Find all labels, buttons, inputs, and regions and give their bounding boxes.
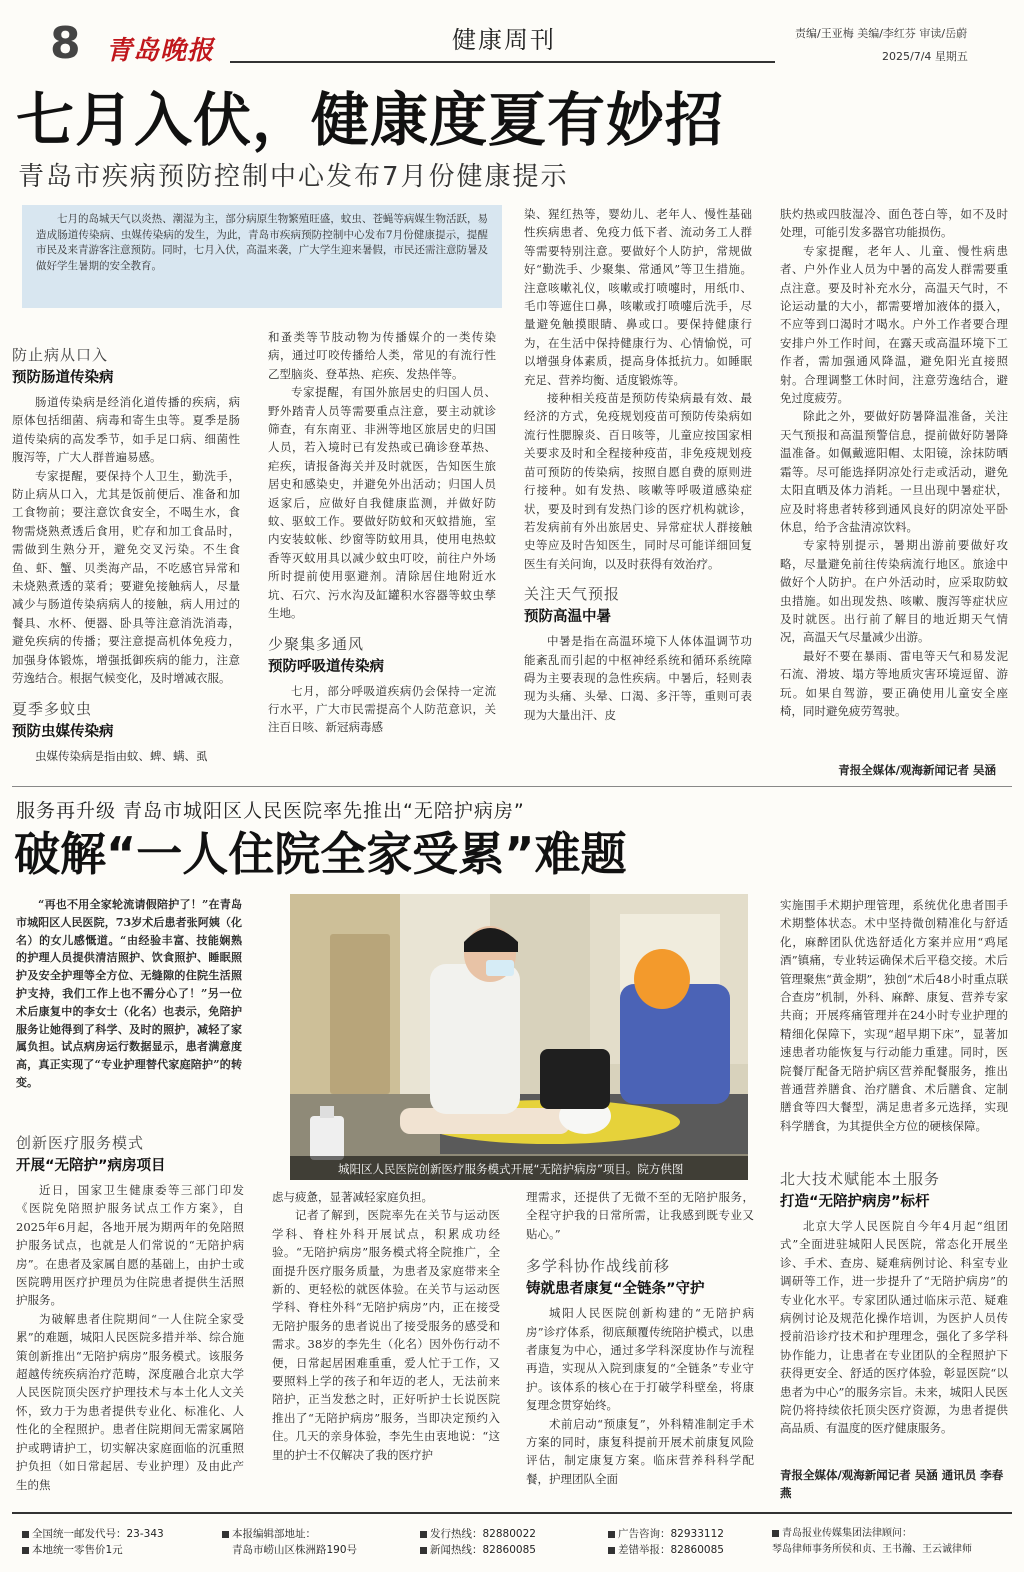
- section-heading: 多学科协作战线前移: [526, 1257, 671, 1276]
- section-heading: 北大技术赋能本土服务: [780, 1170, 941, 1188]
- footer-text: 青岛报业传媒集团法律顾问：: [782, 1528, 912, 1539]
- header-rule: [230, 61, 775, 63]
- paragraph: 为破解患者住院期间“一人住院全家受累”的难题，城阳人民医院多措并举、综合施策创新推出“无陪护病房”服务模式。该服务超越传统疾病治疗范畴，深度融合北京大学人民医院顶尖医疗护理技术与本土化人文关怀，致力于为患者提供专业化、标准化、人性化的全程照护。患者住院期间无需家属陪护或聘请护工，切实解决家庭面临的沉重照护负担（如日常起居、专业护理）及由此产生的焦: [16, 1311, 244, 1492]
- section-subheading: 预防肠道传染病: [12, 370, 114, 386]
- paragraph: 接种相关疫苗是预防传染病最有效、最经济的方式，免疫规划疫苗可预防传染病如流行性腮腺炎、百日咳等，儿童应按国家相关要求及时和全程接种疫苗，非免疫规划疫苗可预防的传染病，按照自愿自费的原则进行接种。如有发热、咳嗽等呼吸道感染症状，要及时到有发热门诊的医疗机构就诊，若发病前有外出旅居史、异常症状人群接触史等应及时告知医生，同时尽可能详细回复医生有关问询，以及时获得有效治疗。: [524, 391, 752, 571]
- footer-text: 新闻热线：82860085: [430, 1544, 536, 1556]
- paragraph: 专家特别提示，暑期出游前要做好攻略，尽量避免前往传染病流行地区。旅途中做好个人防护。在户外活动时，应采取防蚊虫措施。如出现发热、咳嗽、腹泻等症状应及时就医。出行前了解目的地近期天气情况，高温天气尽量减少出游。: [780, 538, 1008, 645]
- paragraph: 北京大学人民医院自今年4月起“组团式”全面进驻城阳人民医院，常态化开展坐诊、手术、查房、疑难病例讨论、科室专业调研等工作，进一步提升了“无陪护病房”的专业化水平。专家团队通过临床示范、疑难病例讨论及规范化操作培训，为医护人员传授前沿诊疗技术和护理理念，强化了多学科协作能力，让患者在专业团队的全程照护下获得更安全、舒适的医疗体验，彰显医院“以患者为中心”的服务宗旨。未来，城阳人民医院仍将持续依托顶尖医疗资源，为患者提供高品质、有温度的医疗健康服务。: [780, 1219, 1008, 1436]
- section-title: 健康周刊: [452, 26, 556, 54]
- paragraph: 七月，部分呼吸道疾病仍会保持一定流行水平，广大市民需提高个人防范意识，关注百日咳、新冠病毒感: [268, 683, 496, 735]
- lead-box: [22, 205, 502, 308]
- paragraph: 染、猩红热等，婴幼儿、老年人、慢性基础性疾病患者、免疫力低下者、流动务工人群等需要特别注意。要做好个人防护，常规做好“勤洗手、少聚集、常通风”等卫生措施。注意咳嗽礼仪，咳嗽或打喷嚏时，用纸巾、毛巾等遮住口鼻，咳嗽或打喷嚏后洗手，尽量避免触摸眼睛、鼻或口。要保持健康行为，在生活中保持健康行为、心情愉悦，可以增强身体素质，提高身体抵抗力。如睡眠充足、营养均衡、适度锻炼等。: [524, 207, 752, 387]
- footer-text: 差错举报：82860085: [618, 1544, 724, 1556]
- footer-legal: [772, 1526, 972, 1558]
- paragraph: 术前启动“预康复”，外科精准制定手术方案的同时，康复科提前开展术前康复风险评估，制定康复方案。临床营养科科学配餐，护理团队全面: [526, 1416, 754, 1486]
- article-divider: [12, 786, 1012, 787]
- paragraph: 城阳人民医院创新构建的“无陪护病房”诊疗体系，彻底颠覆传统陪护模式，以患者康复为中心，通过多学科深度协作与流程再造，实现从入院到康复的“全链条”专业守护。该体系的核心在于打破学科壁垒，将康复理念贯穿始终。: [526, 1306, 754, 1413]
- headline-1: 七月入伏，健康度夏有妙招: [16, 86, 725, 154]
- article1-column-4: [780, 205, 1008, 765]
- section-subheading: 铸就患者康复“全链条”守护: [526, 1281, 705, 1298]
- article2-column-4: [780, 1164, 1008, 1464]
- footer-text: 本地统一零售价1元: [32, 1544, 123, 1556]
- paragraph: 肠道传染病是经消化道传播的疾病，病原体包括细菌、病毒和寄生虫等。夏季是肠道传染病的高发季节，如手足口病、细菌性腹泻等，广大人群普遍易感。: [12, 395, 240, 465]
- footer-text: 青岛市崂山区株洲路190号: [232, 1544, 358, 1556]
- news-photo: [290, 894, 748, 1180]
- footer-text: 广告咨询：82933112: [618, 1528, 724, 1540]
- footer-contacts: [608, 1526, 724, 1558]
- page-number: 8: [50, 18, 81, 69]
- footer-text: 本报编辑部地址：: [232, 1528, 316, 1540]
- article2-column-4-top: [780, 896, 1008, 1156]
- section-subheading: 开展“无陪护”病房项目: [16, 1158, 166, 1174]
- article2-intro: [16, 896, 242, 1122]
- hospital-ward-illustration: [290, 894, 748, 1180]
- square-bullet-icon: [22, 1547, 29, 1554]
- kicker-2: 服务再升级 青岛市城阳区人民医院率先推出“无陪护病房”: [16, 800, 525, 822]
- footer-text: 发行热线：82880022: [430, 1528, 536, 1540]
- square-bullet-icon: [608, 1531, 615, 1538]
- footer-rule: [12, 1512, 1012, 1514]
- editors-line: 责编/王亚梅 美编/李红芬 审读/岳蔚: [795, 27, 968, 40]
- article1-column-3: [524, 205, 752, 780]
- footer-text: 全国统一邮发代号：23-343: [32, 1528, 164, 1540]
- section-heading: 少聚集多通风: [268, 634, 365, 653]
- paragraph: 专家提醒，有国外旅居史的归国人员、野外踏青人员等需要重点注意，要主动就诊筛查，有东南亚、非洲等地区旅居史的归国人员，若入境时已有发热或已确诊登革热、疟疾，请报备海关并及时就医，告知医生旅居史和感染史，并避免外出活动；归国人员返家后，应做好自我健康监测，并做好防蚊、驱蚊工作。要做好防蚊和灭蚊措施，室内安装蚊帐、纱窗等防蚊用具，使用电热蚊香等灭蚊用具以减少蚊虫叮咬，前往户外场所时提前使用驱避剂。清除居住地附近水坑、石穴、污水沟及缸罐积水容器等蚊虫孳生地。: [268, 385, 496, 621]
- section-heading: 防止病从口入: [12, 346, 109, 364]
- byline-1: 青报全媒体/观海新闻记者 吴涵: [838, 763, 996, 777]
- paragraph: 除此之外，要做好防暑降温准备，关注天气预报和高温预警信息，提前做好防暑降温准备。如佩戴遮阳帽、太阳镜，涂抹防晒霜等。尽可能选择阴凉处行走或活动，避免太阳直晒及体力消耗。一旦出现中暑症状，应及时将患者转移到通风良好的阴凉处平卧休息，给予含盐清凉饮料。: [780, 409, 1008, 534]
- square-bullet-icon: [222, 1531, 229, 1538]
- paragraph: 虑与疲惫，显著减轻家庭负担。: [272, 1190, 433, 1204]
- square-bullet-icon: [420, 1531, 427, 1538]
- paragraph: 肤灼热或四肢湿冷、面色苍白等，如不及时处理，可能引发多器官功能损伤。: [780, 207, 1008, 240]
- paragraph: 记者了解到，医院率先在关节与运动医学科、脊柱外科开展试点，积累成功经验。“无陪护病房”服务模式将全院推广，全面提升医疗服务质量，为患者及家庭带来全新的、更轻松的就医体验。在关节与运动医学科、脊柱外科“无陪护病房”内，正在接受无陪护服务的患者说出了接受服务的感受和需求。38岁的李先生（化名）因外伤行动不便，日常起居困难重重，爱人忙于工作，又要照料上学的孩子和年迈的老人，无法前来陪护，正当发愁之时，正好听护士长说医院推出了“无陪护病房”服务，当即决定预约入住。几天的亲身体验，李先生由衷地说：“这里的护士不仅解决了我的医疗护: [272, 1208, 500, 1462]
- paragraph: “再也不用全家轮流请假陪护了！”在青岛市城阳区人民医院，73岁术后患者张阿姨（化名）的女儿感慨道。“由经验丰富、技能娴熟的护理人员提供清洁照护、饮食照护、睡眠照护及安全护理等全方位、无缝隙的住院生活照护支持，我们工作上也不需分心了！”另一位术后康复中的李女士（化名）也表示，免陪护服务让她得到了科学、及时的照护，减轻了家属负担。试点病房运行数据显示，患者满意度高，真正实现了“专业护理替代家庭陪护”的转变。: [16, 898, 242, 1089]
- article1-column-1: [12, 340, 240, 780]
- footer-postal: [22, 1526, 164, 1558]
- lead-text: 七月的岛城天气以炎热、潮湿为主，部分病原生物繁殖旺盛，蚊虫、苍蝇等病媒生物活跃，易造成肠道传染病、虫媒传染病的发生，为此，青岛市疾病预防控制中心发布7月份健康提示，提醒市民及来青游客注意预防。同时，七月入伏，高温来袭，广大学生迎来暑假，市民还需注意防暑及做好学生暑期的安全教育。: [36, 213, 488, 272]
- section-heading: 夏季多蚊虫: [12, 699, 93, 718]
- paragraph: 虫媒传染病是指由蚊、蜱、螨、虱: [35, 748, 208, 763]
- paragraph: 实施围手术期护理管理，系统优化患者围手术期整体状态。术中坚持微创精准化与舒适化，麻醉团队优选舒适化方案并应用“鸡尾酒”镇痛，专业转运确保术后平稳交接。术后管理聚焦“黄金期”，独创“术后48小时重点联合查房”机制，外科、麻醉、康复、营养专家共商；开展疼痛管理并在24小时专业护理的精细化保障下，实现“超早期下床”，显著加速患者功能恢复与行动能力重建。同时，医院餐厅配备无陪护病区营养配餐服务，推出普通营养膳食、治疗膳食、术后膳食、定制膳食等四大餐型，满足患者多元选择，实现科学膳食，为其提供全方位的硬核保障。: [780, 898, 1008, 1133]
- subheadline-1: 青岛市疾病预防控制中心发布7月份健康提示: [18, 162, 569, 192]
- paper-name-logo: 青岛晚报: [106, 36, 215, 66]
- paragraph: 近日，国家卫生健康委等三部门印发《医院免陪照护服务试点工作方案》，自2025年6月起，各地开展为期两年的免陪照护服务试点，也就是人们常说的“无陪护病房”。在患者及家属自愿的基础上，由护士或医院聘用医疗护理员为住院患者提供生活照护服务。: [16, 1183, 244, 1308]
- square-bullet-icon: [22, 1531, 29, 1538]
- paragraph: 最好不要在暴雨、雷电等天气和易发泥石流、滑坡、塌方等地质灾害环境逗留、游玩。如果自驾游，要正确使用儿童安全座椅，同时避免疲劳驾驶。: [780, 648, 1008, 718]
- section-subheading: 预防高温中暑: [524, 609, 611, 626]
- paragraph: 专家提醒，老年人、儿童、慢性病患者、户外作业人员为中暑的高发人群需要重点注意。要及时补充水分，高温天气时，不论运动量的大小，都需要增加液体的摄入，不应等到口渴时才喝水。户外工作者要合理安排户外工作时间，在露天或高温环境下工作者，需加强通风降温，避免阳光直接照射。合理调整工休时间，注意劳逸结合，避免过度疲劳。: [780, 243, 1008, 406]
- footer-address: [222, 1526, 357, 1558]
- article1-column-2: [268, 328, 496, 780]
- square-bullet-icon: [608, 1547, 615, 1554]
- section-heading: 创新医疗服务模式: [16, 1134, 145, 1152]
- paragraph: 和蚤类等节肢动物为传播媒介的一类传染病，通过叮咬传播给人类，常见的有流行性乙型脑炎、登革热、疟疾、发热伴等。: [268, 330, 496, 381]
- issue-date: 2025/7/4 星期五: [882, 50, 968, 63]
- headline-2: 破解“一人住院全家受累”难题: [14, 827, 627, 881]
- section-heading: 关注天气预报: [524, 585, 621, 604]
- article2-column-2: [272, 1188, 500, 1508]
- byline-2: 青报全媒体/观海新闻记者 吴涵 通讯员 李春燕: [780, 1468, 1004, 1500]
- footer-hotlines: [420, 1526, 536, 1558]
- photo-caption: 城阳区人民医院创新医疗服务模式开展“无陪护病房”项目。院方供图: [338, 1162, 684, 1176]
- square-bullet-icon: [772, 1530, 779, 1537]
- article2-column-1: [16, 1128, 244, 1508]
- footer-text: 琴岛律师事务所侯和贞、王书瀚、王云诚律师: [772, 1544, 972, 1555]
- section-subheading: 预防呼吸道传染病: [268, 658, 384, 675]
- square-bullet-icon: [420, 1547, 427, 1554]
- paragraph: 理需求，还提供了无微不至的无陪护服务，全程守护我的日常所需，让我感到既专业又贴心。”: [526, 1190, 754, 1241]
- paragraph: 中暑是指在高温环境下人体体温调节功能紊乱而引起的中枢神经系统和循环系统障碍为主要表现的急性疾病。中暑后，轻则表现为头痛、头晕、口渴、多汗等，重则可表现为大量出汗、皮: [524, 634, 752, 722]
- paragraph: 专家提醒，要保持个人卫生，勤洗手，防止病从口入，尤其是饭前便后、准备和加工食物前；要注意饮食安全，不喝生水，食物需烧熟煮透后食用，贮存和加工食品时，需做到生熟分开，避免交叉污染。不生食鱼、虾、蟹、贝类海产品，不吃感官异常和未烧熟煮透的菜肴；要避免接触病人，尽量减少与肠道传染病病人的接触，病人用过的餐具、水杯、便器、卧具等注意消洗消毒，避免疾病的传播；要注意提高机体免疫力，加强身体锻炼，增强抵御疾病的能力，注意劳逸结合。根据气候变化，及时增减衣服。: [12, 468, 240, 686]
- section-subheading: 预防虫媒传染病: [12, 723, 114, 740]
- section-subheading: 打造“无陪护病房”标杆: [780, 1194, 930, 1210]
- article2-column-3: [526, 1188, 754, 1508]
